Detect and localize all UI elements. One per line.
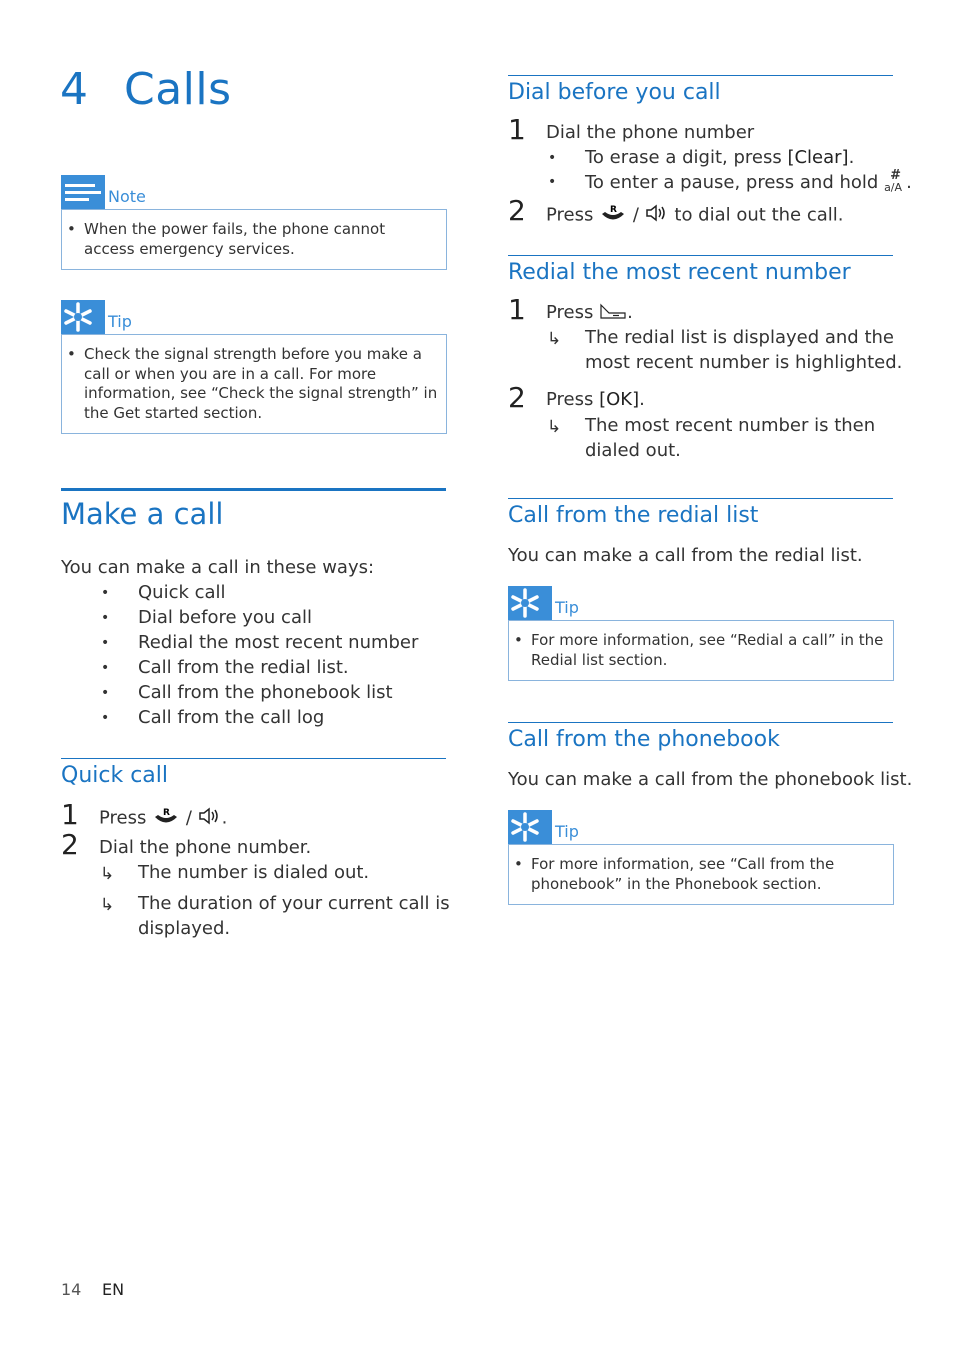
tip-callout-redial: [508, 586, 894, 681]
way-item: Call from the call log: [138, 707, 325, 728]
svg-text:R: R: [610, 205, 618, 215]
tip-label: Tip: [108, 312, 132, 331]
step-number: 1: [508, 113, 526, 146]
result-arrow-icon: ↳: [100, 895, 115, 915]
bullet: •: [101, 710, 110, 726]
call-key-icon: [152, 806, 180, 831]
quick-result2a: The duration of your current call is: [138, 893, 450, 914]
quick-step2: Dial the phone number.: [99, 837, 312, 858]
quick-result1: The number is dialed out.: [138, 862, 370, 883]
dial-sub1: To erase a digit, press [Clear].: [585, 147, 855, 168]
way-item: Dial before you call: [138, 607, 312, 628]
way-item: Redial the most recent number: [138, 632, 419, 653]
tip-icon: [61, 300, 105, 334]
redial-result2a: The most recent number is then: [585, 415, 876, 436]
call-key-icon: [599, 203, 627, 228]
way-item: Call from the redial list.: [138, 657, 349, 678]
tip-icon: [508, 586, 552, 620]
way-item: Call from the phonebook list: [138, 682, 393, 703]
redial-result2b: dialed out.: [585, 440, 681, 461]
tip-label: Tip: [555, 822, 579, 841]
chapter-heading: Calls: [124, 64, 232, 115]
tip-body: • Check the signal strength before you make a call or when you are in a call. For more information, see “Check the signal strength” in the Get started section.: [61, 334, 447, 434]
section-heading-redial-recent: Redial the most recent number: [508, 255, 893, 285]
section-heading-quick-call: Quick call: [61, 758, 446, 788]
redial-list-intro: You can make a call from the redial list.: [508, 545, 863, 566]
note-text: When the power fails, the phone cannot access emergency services.: [84, 220, 386, 258]
dial-step1: Dial the phone number: [546, 122, 755, 143]
language-code: EN: [102, 1280, 125, 1299]
svg-text:R: R: [163, 808, 171, 818]
tip-text: For more information, see “Call from the phonebook” in the Phonebook section.: [531, 855, 835, 893]
redial-step1: Press .: [546, 302, 633, 323]
speaker-icon: [198, 807, 222, 830]
step-number: 1: [61, 798, 79, 831]
page-number: 14: [61, 1280, 82, 1299]
bullet: •: [548, 174, 557, 190]
chapter-number: 4: [60, 64, 89, 115]
quick-result2b: displayed.: [138, 918, 231, 939]
result-arrow-icon: ↳: [100, 864, 115, 884]
tip-text: For more information, see “Redial a call” in the Redial list section.: [531, 631, 884, 669]
step-number: 2: [61, 828, 79, 861]
tip-text: Check the signal strength before you make a call or when you are in a call. For more information, see “Check the signal strength” in the Get started section.: [84, 345, 438, 422]
note-callout: [61, 175, 447, 270]
section-heading-make-a-call: Make a call: [61, 488, 446, 531]
make-call-intro: You can make a call in these ways:: [61, 557, 375, 578]
tip-icon: [508, 810, 552, 844]
bullet: •: [101, 685, 110, 701]
note-label: Note: [108, 187, 146, 206]
speaker-icon: [645, 204, 669, 227]
section-heading-redial-list: Call from the redial list: [508, 498, 893, 528]
result-arrow-icon: ↳: [547, 417, 562, 437]
note-icon: [61, 175, 105, 209]
dial-step2: Press R / to dial out the call.: [546, 203, 843, 228]
ok-key: [OK]: [599, 389, 640, 410]
way-item: Quick call: [138, 582, 226, 603]
note-body: • When the power fails, the phone cannot access emergency services.: [61, 209, 447, 270]
step-number: 2: [508, 381, 526, 414]
result-arrow-icon: ↳: [547, 329, 562, 349]
hash-key-icon: # a/A: [884, 168, 903, 194]
bullet: •: [101, 660, 110, 676]
bullet: •: [101, 610, 110, 626]
tip-callout-signal: [61, 300, 447, 434]
tip-callout-phonebook: [508, 810, 894, 905]
section-heading-dial-before: Dial before you call: [508, 75, 893, 105]
bullet: •: [101, 585, 110, 601]
tip-label: Tip: [555, 598, 579, 617]
quick-step1: Press R / .: [99, 806, 227, 831]
step-number: 1: [508, 293, 526, 326]
tip-body: • For more information, see “Redial a call” in the Redial list section.: [508, 620, 894, 681]
chapter-title: [60, 64, 232, 115]
section-heading-phonebook: Call from the phonebook: [508, 722, 893, 752]
redial-key-icon: [599, 303, 627, 324]
dial-sub2: To enter a pause, press and hold # a/A .: [585, 168, 912, 194]
redial-result1b: most recent number is highlighted.: [585, 352, 903, 373]
quick-step1-text: Press: [99, 807, 147, 829]
clear-key: [Clear]: [787, 147, 849, 168]
step-number: 2: [508, 194, 526, 227]
redial-step2: Press [OK].: [546, 389, 645, 410]
bullet: •: [548, 150, 557, 166]
bullet: •: [101, 635, 110, 651]
tip-body: • For more information, see “Call from the phonebook” in the Phonebook section.: [508, 844, 894, 905]
phonebook-intro: You can make a call from the phonebook list.: [508, 769, 913, 790]
redial-result1a: The redial list is displayed and the: [585, 327, 894, 348]
